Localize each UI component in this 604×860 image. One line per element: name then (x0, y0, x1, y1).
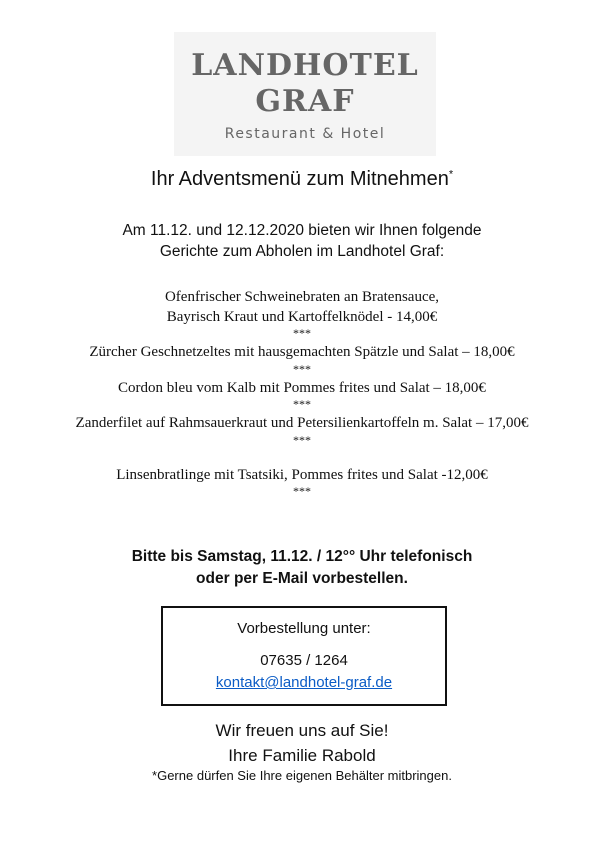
intro-line: Gerichte zum Abholen im Landhotel Graf: (159, 243, 445, 260)
signature-line: Ihre Familie Rabold (228, 746, 376, 765)
separator: *** (293, 484, 311, 498)
separator: *** (293, 326, 311, 340)
intro-line: Am 11.12. und 12.12.2020 bieten wir Ihnen folgende (122, 222, 482, 239)
page-title (0, 168, 604, 191)
menu-item-geschnetzeltes: Zürcher Geschnetzeltes mit hausgemachten Spätzle und Salat – 18,00€ (89, 344, 515, 360)
order-note-line: Bitte bis Samstag, 11.12. / 12°° Uhr telefonisch (131, 548, 473, 565)
menu-item-linsenbratlinge: Linsenbratlinge mit Tsatsiki, Pommes frites und Salat -12,00€ (116, 466, 488, 483)
title-footnote-mark: * (448, 168, 454, 181)
closing-text (0, 718, 604, 768)
order-deadline-note (0, 546, 604, 590)
menu-item-schweinebraten (0, 288, 604, 327)
order-label: Vorbestellung unter: (237, 620, 371, 637)
title-text: Ihr Adventsmenü zum Mitnehmen (150, 168, 449, 190)
menu-list (0, 288, 604, 501)
logo-tagline: Restaurant & Hotel (224, 126, 386, 142)
closing-line: Wir freuen uns auf Sie! (215, 721, 389, 740)
footnote: *Gerne dürfen Sie Ihre eigenen Behälter mitbringen. (152, 768, 452, 783)
intro-text (0, 220, 604, 262)
separator: *** (293, 361, 311, 376)
menu-item-cordon-bleu: Cordon bleu vom Kalb mit Pommes frites und Salat – 18,00€ (118, 379, 486, 396)
menu-item-text: Ofenfrischer Schweinebraten an Bratensauce, (164, 289, 440, 305)
hotel-logo (174, 32, 436, 156)
order-contact-box (161, 606, 447, 706)
order-note-line: oder per E-Mail vorbestellen. (196, 570, 408, 587)
logo-text-graf: GRAF (255, 84, 355, 119)
logo-text-landhotel: LANDHOTEL (191, 48, 419, 83)
phone-number: 07635 / 1264 (260, 652, 348, 669)
menu-item-text: Bayrisch Kraut und Kartoffelknödel - 14,00€ (166, 308, 438, 325)
menu-item-zanderfilet: Zanderfilet auf Rahmsauerkraut und Petersilienkartoffeln m. Salat – 17,00€ (75, 415, 529, 431)
email-link[interactable]: kontakt@landhotel-graf.de (215, 674, 393, 691)
spacer (0, 450, 604, 466)
separator: *** (293, 432, 311, 447)
separator: *** (293, 397, 311, 411)
